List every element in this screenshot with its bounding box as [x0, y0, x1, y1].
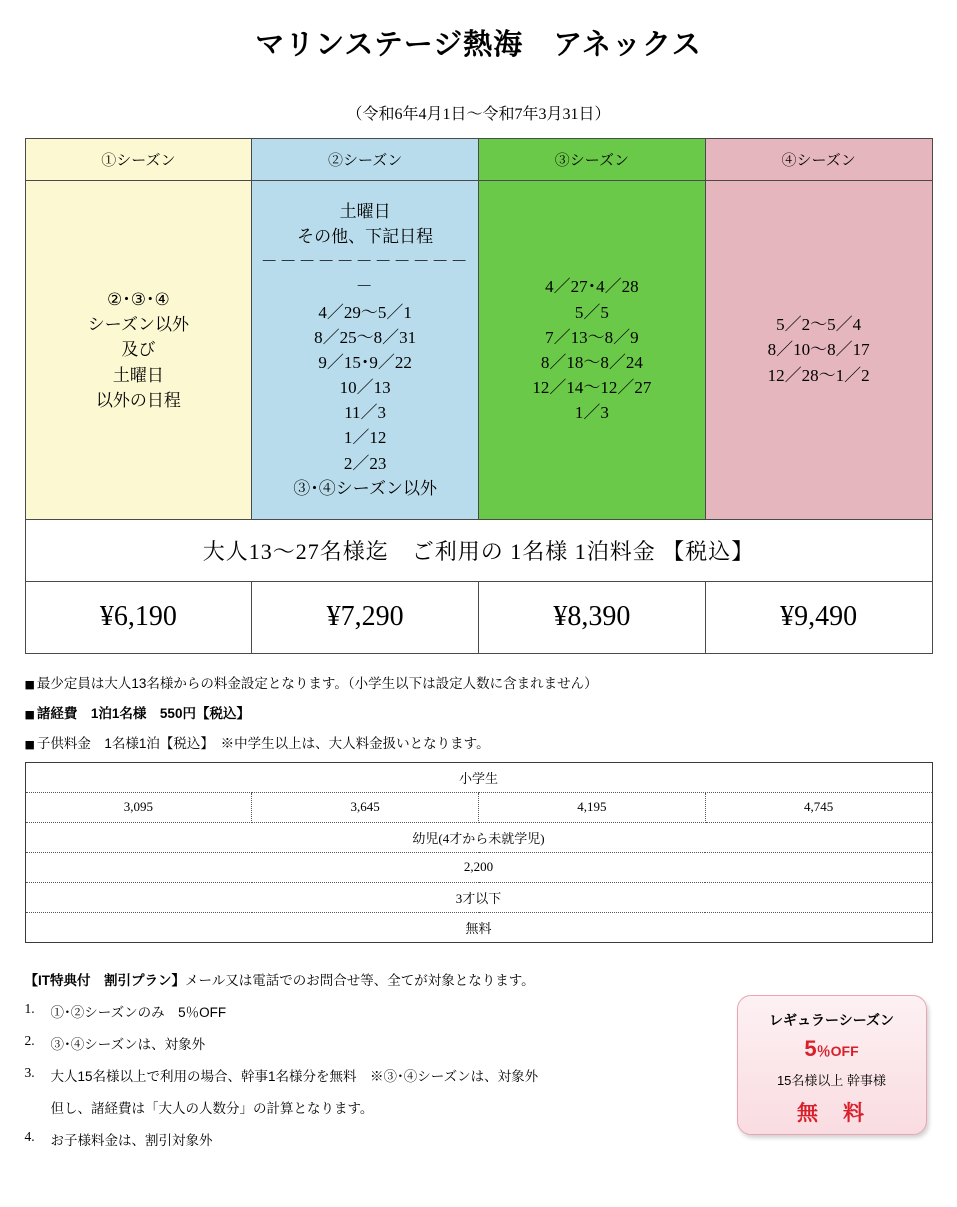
plan-item-2: 2. ③･④シーズンは、対象外: [24, 1032, 206, 1052]
date-line: 5／5: [574, 302, 609, 322]
price-season-1: ¥6,190: [25, 581, 252, 653]
children-price-table: [25, 762, 933, 943]
discount-stamp-badge: [737, 995, 927, 1135]
kids-label-elementary: [25, 762, 932, 792]
note-minimum-guests: ■ 最少定員は大人13名様からの料金設定となります。（小学生以下は設定人数に含まれません）: [24, 675, 598, 691]
date-line: シーズン以外: [87, 315, 189, 335]
stamp-free-label: 無 料: [797, 1101, 866, 1125]
plan-item-3-note: 但し、諸経費は「大人の人数分」の計算となります。: [50, 1100, 374, 1116]
date-line: 12／28～1／2: [767, 365, 870, 385]
notes-block: [25, 672, 933, 752]
season-header-1: ①シーズン: [25, 139, 252, 181]
date-line: 4／29～5／1: [318, 302, 412, 322]
season-dates-4: [705, 181, 932, 520]
season-dates-3: [479, 181, 706, 520]
date-line: 土曜日: [112, 365, 164, 385]
kids-price-4: 4,745: [705, 792, 932, 822]
kids-price-3: 4,195: [479, 792, 706, 822]
kids-price-preschool: 2,200: [25, 852, 932, 882]
price-row: [25, 581, 932, 653]
kids-price-under3: 無料: [465, 920, 492, 936]
plan-title: 【IT特典付 割引プラン】メール又は電話でのお問合せ等、全てが対象となります。: [24, 972, 535, 988]
validity-period: （令和6年4月1日～令和7年3月31日）: [346, 106, 611, 123]
bullet-square-icon: ■: [24, 677, 35, 691]
kids-values-preschool: [25, 852, 932, 882]
date-line: －－－－－－－－－－－－: [260, 252, 470, 297]
discount-plan-block: [25, 969, 933, 1149]
season-header-row: [25, 139, 932, 181]
price-season-4: ¥9,490: [705, 581, 932, 653]
date-line: 1／12: [343, 428, 387, 448]
season-price-table: [25, 138, 933, 654]
plan-item-1: 1. ①･②シーズンのみ 5％OFF: [24, 1000, 227, 1020]
date-line: ②･③･④: [107, 290, 170, 310]
date-line: 12／14～12／27: [532, 378, 652, 398]
season-header-2: ②シーズン: [252, 139, 479, 181]
date-line: 11／3: [344, 403, 387, 423]
season-dates-row: [25, 181, 932, 520]
price-note-row: [25, 519, 932, 581]
kids-label: 小学生: [25, 762, 932, 792]
price-season-3: ¥8,390: [479, 581, 706, 653]
document-page: [0, 22, 957, 1149]
date-line: 1／3: [574, 403, 609, 423]
stamp-condition: 15名様以上 幹事様: [776, 1072, 887, 1088]
kids-price-2: 3,645: [252, 792, 479, 822]
date-line: 8／25～8／31: [314, 327, 417, 347]
note-misc-fee: ■ 諸経費 1泊1名様 550円【税込】: [24, 705, 250, 721]
date-line: 9／15･9／22: [318, 352, 412, 372]
date-line: 4／27･4／28: [545, 277, 639, 297]
stamp-discount: 5％OFF: [804, 1035, 859, 1061]
note-child-fee: ■ 子供料金 1名様1泊【税込】 ※中学生以上は、大人料金扱いとなります。: [24, 735, 490, 751]
season-header-4: ④シーズン: [705, 139, 932, 181]
kids-label: 幼児(4才から未就学児): [25, 822, 932, 852]
date-line: 2／23: [343, 453, 387, 473]
kids-label: 3才以下: [25, 882, 932, 912]
date-line: ③･④シーズン以外: [293, 478, 437, 498]
plan-item-4: 4. お子様料金は、割引対象外: [24, 1128, 213, 1148]
kids-label-under3: [25, 882, 932, 912]
kids-price-1: 3,095: [25, 792, 252, 822]
season-dates-1: [25, 181, 252, 520]
page-title: マリンステージ熱海 アネックス: [255, 29, 702, 61]
bullet-square-icon: ■: [24, 707, 35, 721]
date-line: 8／10～8／17: [767, 340, 870, 360]
stamp-season-label: レギュラーシーズン: [768, 1011, 895, 1028]
kids-label-preschool: [25, 822, 932, 852]
kids-values-under3: [25, 912, 932, 942]
bullet-square-icon: ■: [24, 737, 35, 751]
price-season-2: ¥7,290: [252, 581, 479, 653]
date-line: 8／18～8／24: [540, 352, 643, 372]
season-header-3: ③シーズン: [479, 139, 706, 181]
date-line: 7／13～8／9: [545, 327, 639, 347]
price-note: 大人13～27名様迄 ご利用の 1名様 1泊料金 【税込】: [25, 519, 932, 581]
date-line: 及び: [121, 340, 156, 360]
season-dates-2: [252, 181, 479, 520]
date-line: 以外の日程: [95, 390, 181, 410]
date-line: 10／13: [339, 378, 391, 398]
date-line: 土曜日: [339, 202, 391, 221]
date-line: その他、下記日程: [297, 227, 434, 247]
kids-values-elementary: [25, 792, 932, 822]
date-line: 5／2～5／4: [776, 315, 862, 335]
plan-item-3: 3. 大人15名様以上で利用の場合、幹事1名様分を無料 ※③･④シーズンは、対象外: [24, 1064, 539, 1084]
